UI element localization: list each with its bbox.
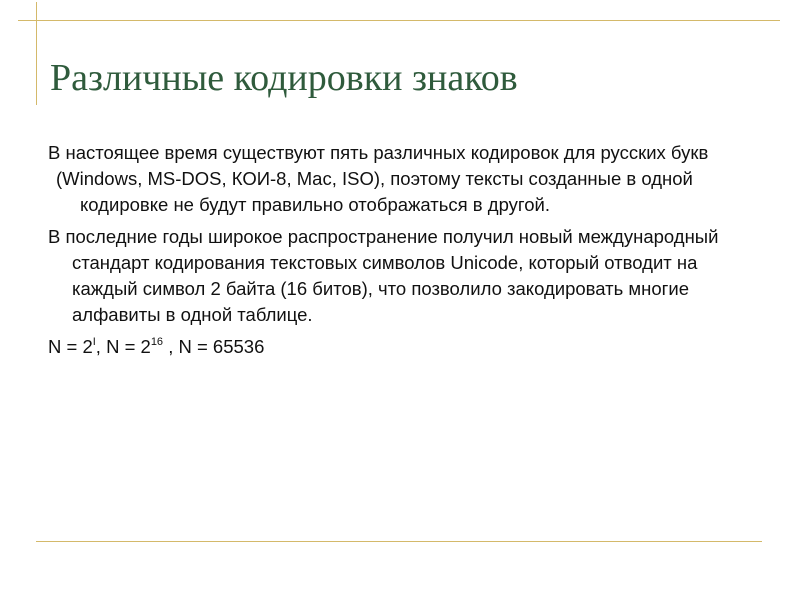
paragraph-unicode: В последние годы широкое распространение получил новый международный стандарт кодирования текстовых символов Unicode, который отводит на каждый символ 2 байта (16 битов), что позволило закодировать многие алфавиты в одной таблице. bbox=[48, 226, 719, 325]
formula-part2: , N = 2 bbox=[95, 336, 151, 357]
formula-exponent-i: I bbox=[92, 336, 96, 348]
formula-part1: N = 2 bbox=[48, 336, 93, 357]
frame-bottom-line bbox=[36, 541, 762, 542]
frame-left-line bbox=[36, 2, 37, 105]
paragraph-encodings-line1: В настоящее время существуют пять различных кодировок для русских букв bbox=[48, 142, 709, 163]
slide-body bbox=[48, 140, 738, 360]
slide-title: Различные кодировки знаков bbox=[50, 57, 518, 99]
formula-exponent-16: 16 bbox=[150, 336, 164, 348]
formula bbox=[48, 334, 738, 360]
paragraph-encodings bbox=[48, 140, 738, 218]
paragraph-encodings-line2: (Windows, MS-DOS, КОИ-8, Mac, ISO), поэтому тексты созданные в одной кодировке не будут правильно отображаться в другой. bbox=[56, 168, 693, 215]
frame-top-line bbox=[18, 20, 780, 21]
formula-part3: , N = 65536 bbox=[163, 336, 265, 357]
